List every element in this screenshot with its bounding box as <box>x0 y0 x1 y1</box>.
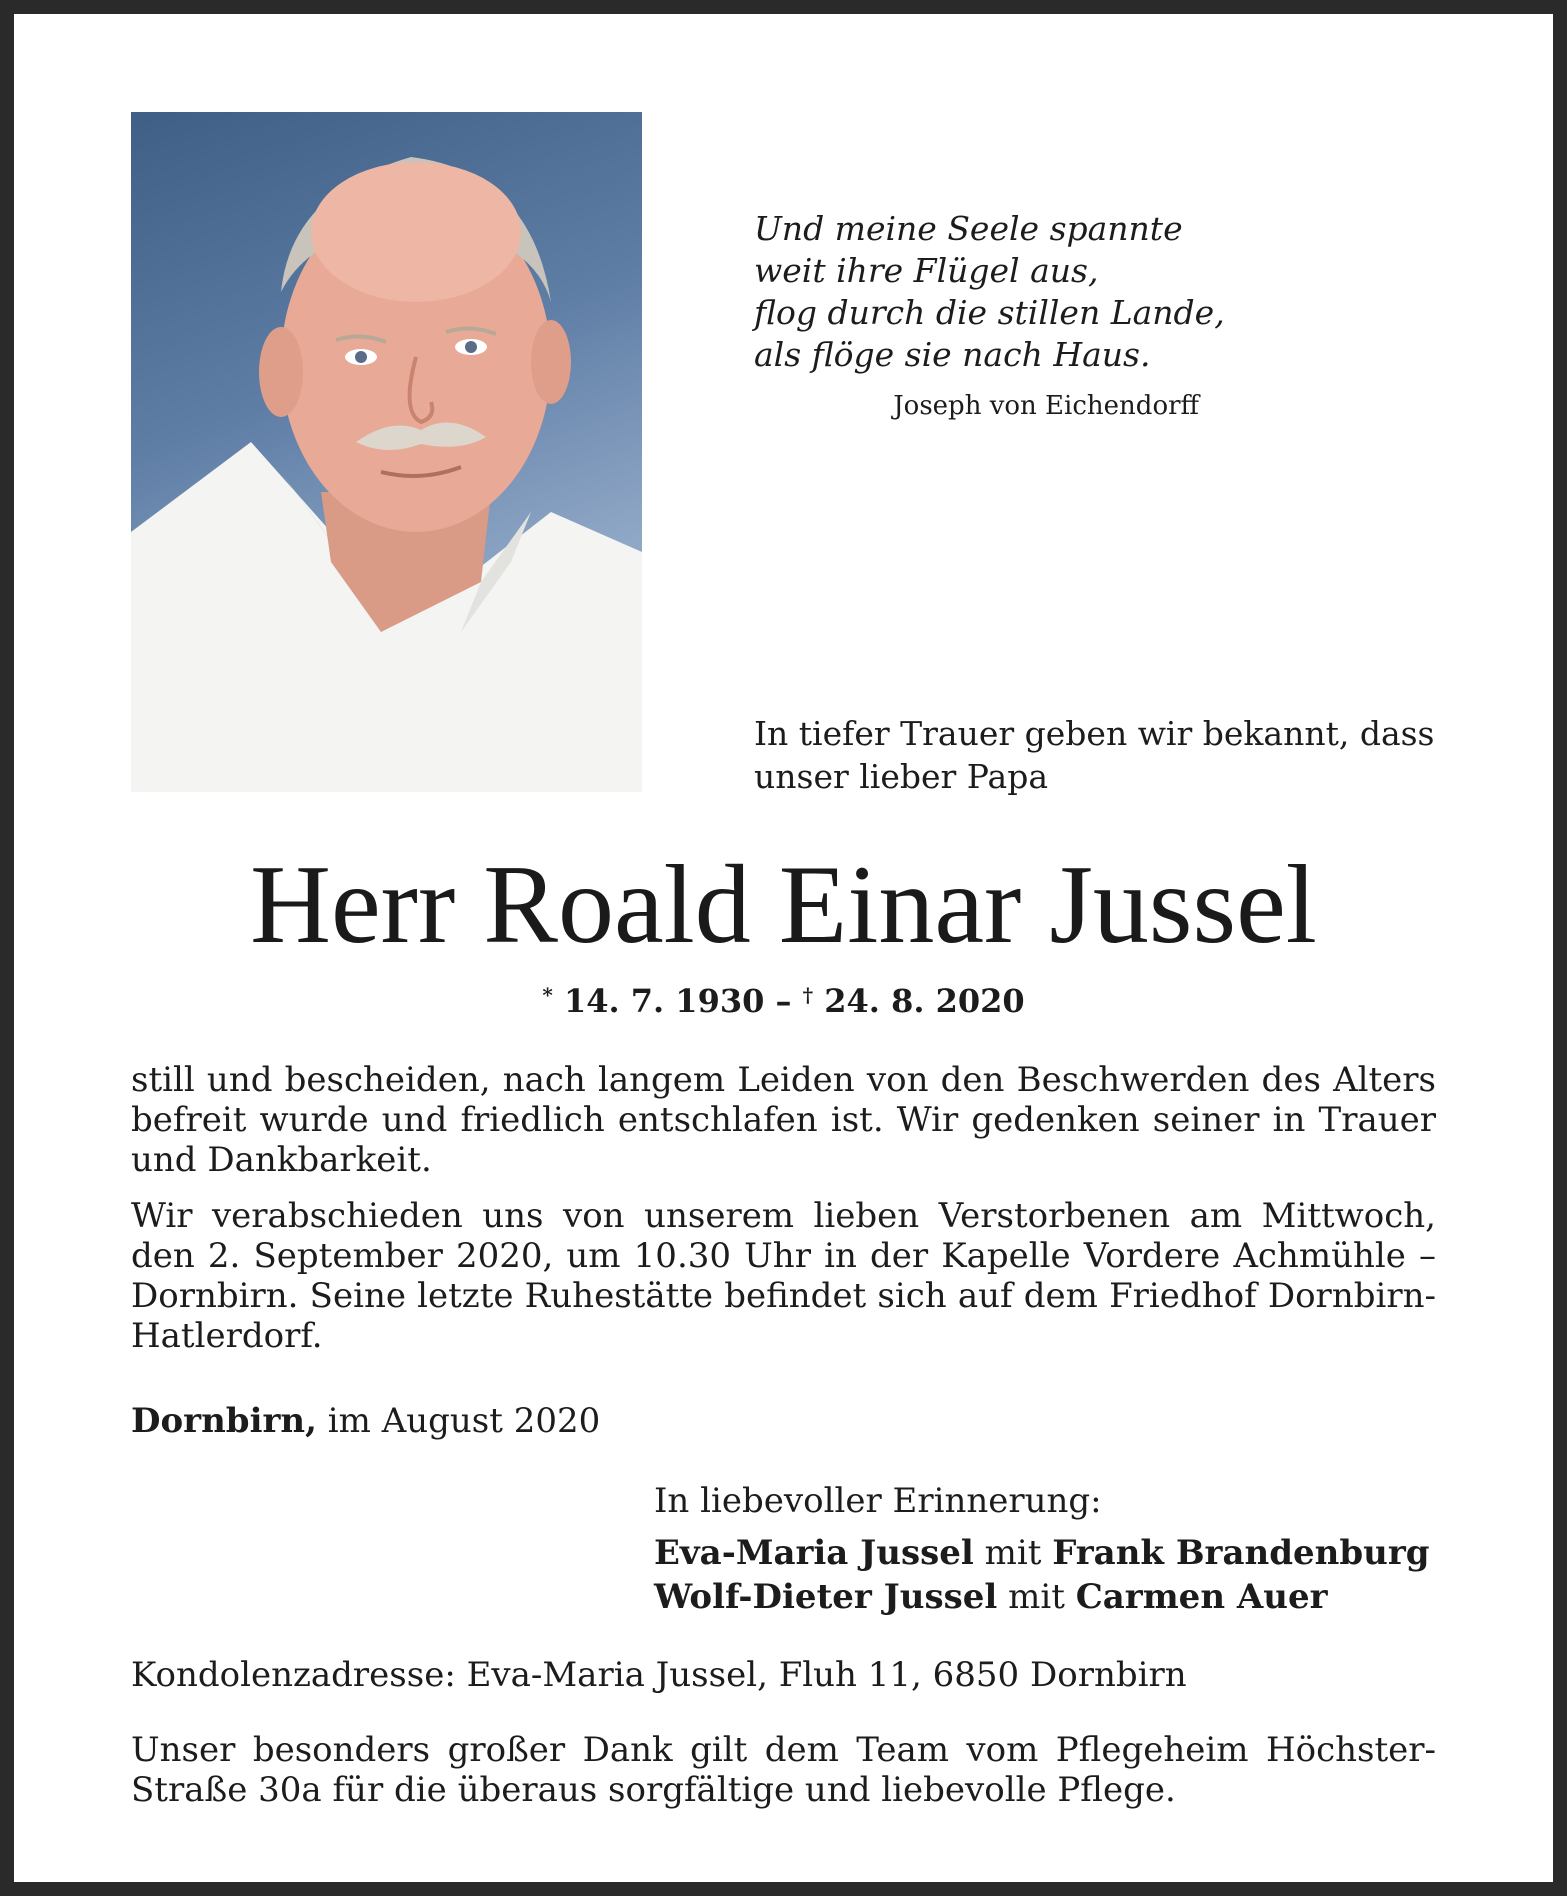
paragraph-line: befreit wurde und friedlich entschlafen ist. Wir gedenken seiner in Trauer <box>131 1100 1436 1140</box>
poem-line: als flöge sie nach Haus. <box>754 335 1151 374</box>
portrait-illustration <box>131 112 642 792</box>
paragraph-line: Unser besonders großer Dank gilt dem Team vom Pflegeheim Höchster- <box>131 1730 1436 1770</box>
place-date <box>131 1400 600 1442</box>
intro-line: In tiefer Trauer geben wir bekannt, dass <box>754 714 1435 753</box>
condolence-address: Kondolenzadresse: Eva-Maria Jussel, Fluh 11, 6850 Dornbirn <box>131 1655 1187 1695</box>
birth-date: 14. 7. 1930 <box>563 982 765 1020</box>
intro-line: unser lieber Papa <box>754 757 1048 796</box>
place-month: im August 2020 <box>316 1401 601 1441</box>
poem-quote <box>754 208 1225 376</box>
paragraph-line: Straße 30a für die überaus sorgfältige und liebevolle Pflege. <box>131 1770 1176 1810</box>
intro-text <box>754 712 1435 798</box>
poem-line: Und meine Seele spannte <box>754 209 1183 248</box>
family-partner: Carmen Auer <box>1075 1577 1328 1617</box>
family-partner: Frank Brandenburg <box>1052 1533 1430 1573</box>
poem-author: Joseph von Eichendorff <box>893 391 1199 421</box>
family-name: Wolf-Dieter Jussel <box>654 1577 998 1617</box>
paragraph-line: und Dankbarkeit. <box>131 1140 432 1180</box>
portrait-photo <box>131 112 642 792</box>
life-dates <box>131 975 1436 1021</box>
poem-line: weit ihre Flügel aus, <box>754 251 1099 290</box>
family-line <box>654 1532 1430 1574</box>
poem-line: flog durch die stillen Lande, <box>754 293 1225 332</box>
death-symbol: † <box>802 983 814 1007</box>
deceased-name: Herr Roald Einar Jussel <box>250 843 1317 967</box>
family-with: mit <box>997 1577 1076 1617</box>
date-separator: – <box>764 982 803 1020</box>
birth-symbol: * <box>542 983 553 1007</box>
paragraph-line: still und bescheiden, nach langem Leiden von den Beschwerden des Alters <box>131 1060 1436 1100</box>
thanks-paragraph <box>131 1730 1436 1810</box>
paragraph-line: den 2. September 2020, um 10.30 Uhr in der Kapelle Vordere Achmühle – <box>131 1236 1436 1276</box>
paragraph-line: Wir verabschieden uns von unserem lieben Verstorbenen am Mittwoch, <box>131 1196 1436 1236</box>
family-line <box>654 1576 1328 1618</box>
death-date: 24. 8. 2020 <box>824 982 1025 1020</box>
paragraph-line: Hatlerdorf. <box>131 1316 323 1356</box>
paragraph-line: Dornbirn. Seine letzte Ruhestätte befindet sich auf dem Friedhof Dornbirn- <box>131 1276 1436 1316</box>
family-name: Eva-Maria Jussel <box>654 1533 974 1573</box>
memory-label: In liebevoller Erinnerung: <box>654 1481 1102 1521</box>
place-city: Dornbirn, <box>131 1401 317 1441</box>
family-with: mit <box>973 1533 1053 1573</box>
paragraph-announcement <box>131 1060 1436 1180</box>
paragraph-funeral <box>131 1196 1436 1356</box>
